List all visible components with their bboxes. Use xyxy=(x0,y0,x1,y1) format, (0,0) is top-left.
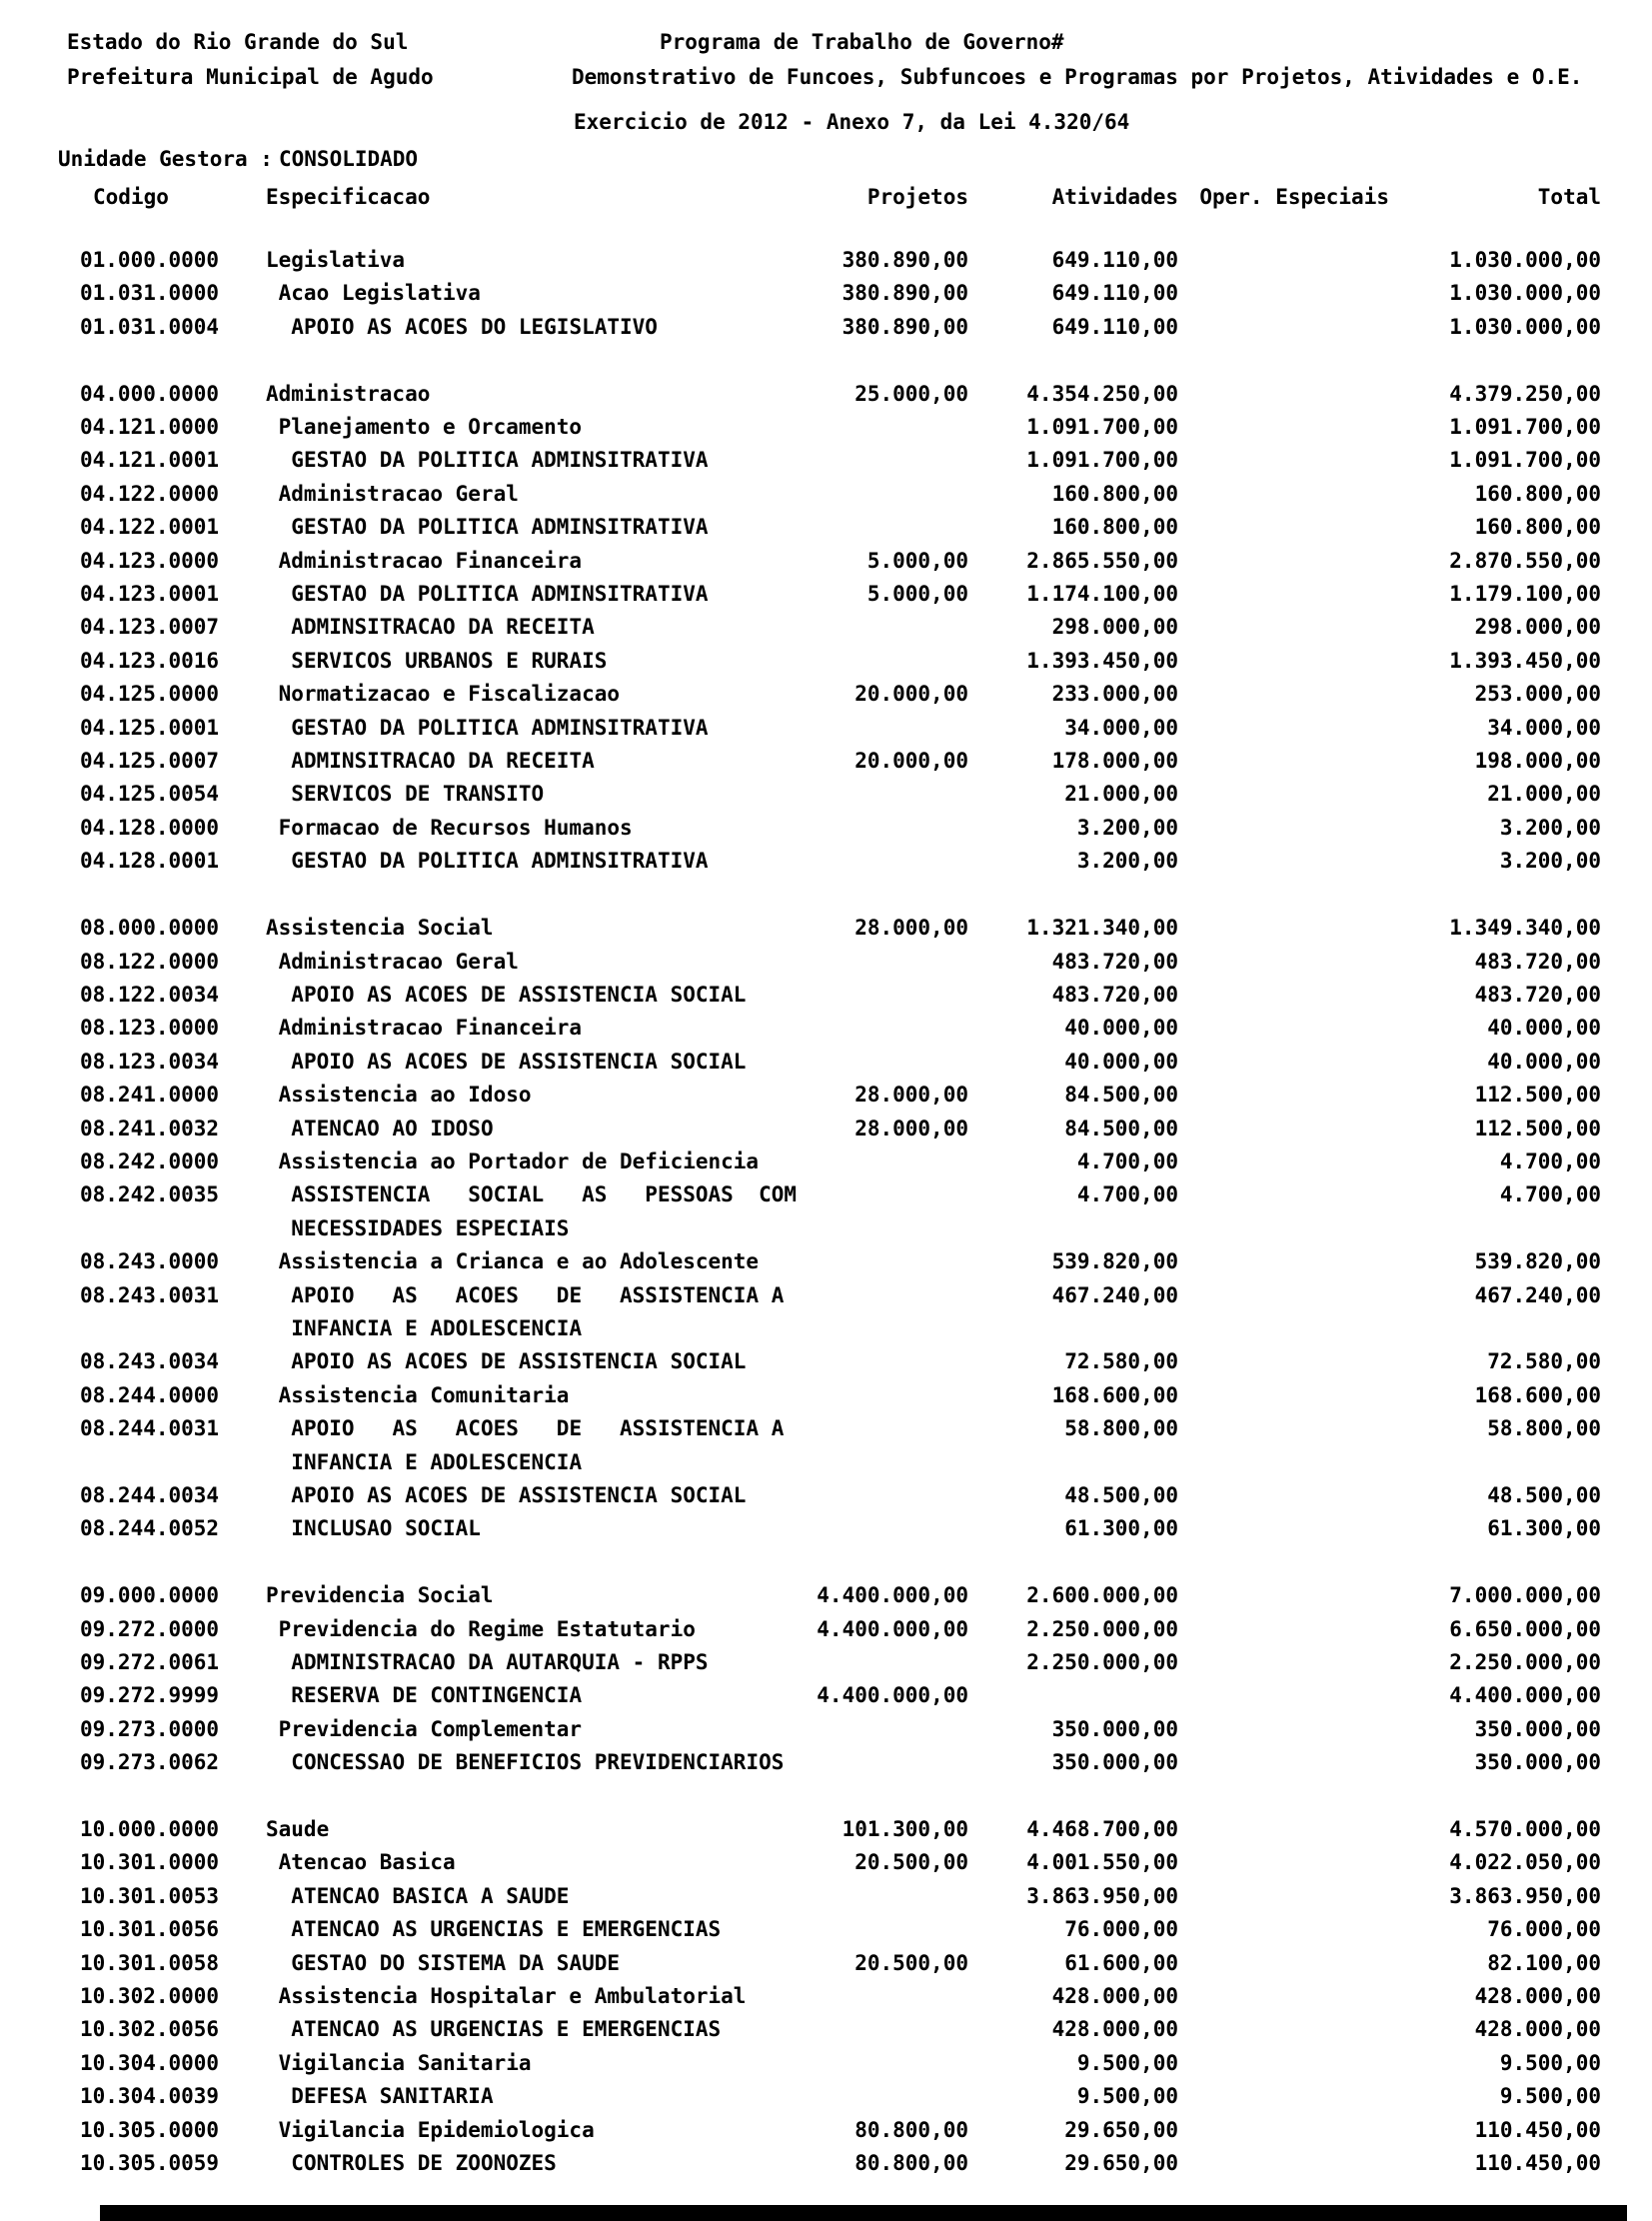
row-especificacao: Assistencia Social xyxy=(266,916,494,941)
row-total: 4.022.050,00 xyxy=(1449,1850,1601,1875)
row-code: 04.128.0001 xyxy=(80,849,220,874)
row-total: 34.000,00 xyxy=(1487,715,1601,740)
row-total: 4.379.250,00 xyxy=(1449,381,1601,406)
block-gap xyxy=(0,344,1652,377)
row-atividades: 483.720,00 xyxy=(1051,949,1178,974)
row-total: 110.450,00 xyxy=(1474,2117,1601,2142)
row-code: 08.244.0000 xyxy=(80,1382,220,1407)
row-especificacao: Legislativa xyxy=(266,248,406,272)
row-especificacao: APOIO AS ACOES DO LEGISLATIVO xyxy=(291,314,658,339)
row-especificacao: ATENCAO AS URGENCIAS E EMERGENCIAS xyxy=(291,2017,722,2042)
row-atividades: 2.250.000,00 xyxy=(1026,1650,1178,1675)
row-especificacao: Assistencia Comunitaria xyxy=(278,1382,570,1407)
table-row xyxy=(0,1813,1652,1846)
row-total: 2.250.000,00 xyxy=(1449,1650,1601,1675)
row-projetos: 28.000,00 xyxy=(854,916,968,941)
table-row xyxy=(0,712,1652,745)
managing-unit-value: CONSOLIDADO xyxy=(279,147,419,171)
table-row xyxy=(0,1279,1652,1346)
row-atividades: 350.000,00 xyxy=(1051,1750,1178,1775)
row-projetos: 20.500,00 xyxy=(854,1850,968,1875)
column-header-especificacao: Especificacao xyxy=(266,185,431,209)
row-code: 04.121.0001 xyxy=(80,448,220,473)
table-row xyxy=(0,578,1652,611)
table-row xyxy=(0,511,1652,544)
row-total: 1.393.450,00 xyxy=(1449,648,1601,673)
row-atividades: 467.240,00 xyxy=(1051,1282,1178,1307)
row-code: 08.123.0034 xyxy=(80,1049,220,1074)
row-projetos: 20.000,00 xyxy=(854,749,968,774)
row-total: 1.030.000,00 xyxy=(1449,314,1601,339)
row-especificacao: SERVICOS DE TRANSITO xyxy=(291,782,545,807)
row-especificacao: Administracao Geral xyxy=(278,949,519,974)
row-code: 10.302.0000 xyxy=(80,1984,220,2009)
row-total: 4.700,00 xyxy=(1499,1182,1601,1207)
row-total: 467.240,00 xyxy=(1474,1282,1601,1307)
column-header-codigo: Codigo xyxy=(93,185,169,209)
row-code: 01.000.0000 xyxy=(80,248,220,272)
row-atividades: 3.200,00 xyxy=(1076,815,1178,840)
row-atividades: 1.174.100,00 xyxy=(1026,582,1178,607)
row-code: 01.031.0000 xyxy=(80,281,220,306)
table-row xyxy=(0,1479,1652,1512)
row-total: 1.349.340,00 xyxy=(1449,916,1601,941)
row-code: 08.243.0000 xyxy=(80,1249,220,1274)
row-especificacao: Saude xyxy=(266,1817,330,1842)
table-row xyxy=(0,1178,1652,1245)
row-especificacao: ADMINSITRACAO DA RECEITA xyxy=(291,749,595,774)
row-total: 160.800,00 xyxy=(1474,515,1601,540)
table-row xyxy=(0,545,1652,578)
row-especificacao: Assistencia a Crianca e ao Adolescente xyxy=(278,1249,760,1274)
row-especificacao: Administracao Geral xyxy=(278,481,519,506)
table-row xyxy=(0,444,1652,477)
table-row xyxy=(0,1379,1652,1412)
row-especificacao: Vigilancia Epidemiologica xyxy=(278,2117,595,2142)
row-especificacao: Previdencia do Regime Estatutario xyxy=(278,1616,696,1641)
row-atividades: 649.110,00 xyxy=(1051,248,1178,272)
row-especificacao: Assistencia ao Portador de Deficiencia xyxy=(278,1148,760,1173)
row-especificacao: Assistencia Hospitalar e Ambulatorial xyxy=(278,1984,747,2009)
row-projetos: 28.000,00 xyxy=(854,1083,968,1108)
row-especificacao: APOIO AS ACOES DE ASSISTENCIA SOCIAL xyxy=(291,1049,747,1074)
row-especificacao: Assistencia ao Idoso xyxy=(278,1083,532,1108)
row-code: 04.125.0000 xyxy=(80,682,220,707)
row-code: 04.123.0001 xyxy=(80,582,220,607)
table-row xyxy=(0,946,1652,979)
row-atividades: 233.000,00 xyxy=(1051,682,1178,707)
row-total: 61.300,00 xyxy=(1487,1516,1601,1541)
row-total: 1.030.000,00 xyxy=(1449,248,1601,272)
table-body xyxy=(0,244,1652,2181)
row-especificacao: Acao Legislativa xyxy=(278,281,481,306)
table-row xyxy=(0,1713,1652,1746)
row-total: 40.000,00 xyxy=(1487,1016,1601,1041)
row-code: 10.304.0000 xyxy=(80,2050,220,2075)
column-header-total: Total xyxy=(1537,185,1601,209)
row-especificacao: APOIO AS ACOES DE ASSISTENCIA A INFANCIA E ADOLESCENCIA xyxy=(291,1282,785,1340)
row-especificacao: ATENCAO AS URGENCIAS E EMERGENCIAS xyxy=(291,1917,722,1942)
table-row xyxy=(0,745,1652,778)
row-atividades: 4.700,00 xyxy=(1076,1182,1178,1207)
row-projetos: 20.500,00 xyxy=(854,1950,968,1975)
row-code: 08.241.0000 xyxy=(80,1083,220,1108)
row-atividades: 350.000,00 xyxy=(1051,1716,1178,1741)
row-total: 9.500,00 xyxy=(1499,2084,1601,2109)
row-projetos: 380.890,00 xyxy=(841,281,968,306)
row-code: 09.273.0000 xyxy=(80,1716,220,1741)
row-atividades: 34.000,00 xyxy=(1064,715,1178,740)
row-total: 21.000,00 xyxy=(1487,782,1601,807)
row-total: 4.400.000,00 xyxy=(1449,1683,1601,1708)
row-total: 3.200,00 xyxy=(1499,815,1601,840)
block-gap xyxy=(0,1780,1652,1813)
row-especificacao: ATENCAO BASICA A SAUDE xyxy=(291,1883,570,1908)
row-total: 350.000,00 xyxy=(1474,1716,1601,1741)
row-code: 08.242.0000 xyxy=(80,1148,220,1173)
row-projetos: 4.400.000,00 xyxy=(817,1616,968,1641)
row-especificacao: Vigilancia Sanitaria xyxy=(278,2050,532,2075)
row-total: 48.500,00 xyxy=(1487,1483,1601,1507)
table-row xyxy=(0,1613,1652,1646)
row-code: 08.123.0000 xyxy=(80,1016,220,1041)
row-code: 08.244.0052 xyxy=(80,1516,220,1541)
row-especificacao: Planejamento e Orcamento xyxy=(278,415,583,440)
row-atividades: 61.600,00 xyxy=(1064,1950,1178,1975)
table-row xyxy=(0,1880,1652,1913)
table-row xyxy=(0,1980,1652,2013)
row-especificacao: Formacao de Recursos Humanos xyxy=(278,815,633,840)
row-total: 198.000,00 xyxy=(1474,749,1601,774)
row-atividades: 29.650,00 xyxy=(1064,2151,1178,2176)
row-code: 10.302.0056 xyxy=(80,2017,220,2042)
row-code: 01.031.0004 xyxy=(80,314,220,339)
table-row xyxy=(0,1679,1652,1712)
table-row xyxy=(0,611,1652,644)
row-atividades: 84.500,00 xyxy=(1064,1083,1178,1108)
table-row xyxy=(0,845,1652,878)
table-row xyxy=(0,1245,1652,1278)
row-total: 483.720,00 xyxy=(1474,982,1601,1007)
table-row xyxy=(0,244,1652,277)
row-total: 58.800,00 xyxy=(1487,1416,1601,1441)
row-projetos: 4.400.000,00 xyxy=(817,1683,968,1708)
row-total: 112.500,00 xyxy=(1474,1083,1601,1108)
row-total: 253.000,00 xyxy=(1474,682,1601,707)
row-code: 04.123.0016 xyxy=(80,648,220,673)
row-atividades: 61.300,00 xyxy=(1064,1516,1178,1541)
row-total: 76.000,00 xyxy=(1487,1917,1601,1942)
row-atividades: 76.000,00 xyxy=(1064,1917,1178,1942)
report-exercise-line: Exercicio de 2012 - Anexo 7, da Lei 4.320/64 xyxy=(574,110,1130,134)
row-especificacao: RESERVA DE CONTINGENCIA xyxy=(291,1683,583,1708)
table-row xyxy=(0,2147,1652,2180)
row-code: 04.125.0007 xyxy=(80,749,220,774)
table-row xyxy=(0,778,1652,811)
table-row xyxy=(0,1012,1652,1045)
table-row xyxy=(0,1512,1652,1545)
row-total: 539.820,00 xyxy=(1474,1249,1601,1274)
row-code: 08.000.0000 xyxy=(80,916,220,941)
row-code: 09.272.9999 xyxy=(80,1683,220,1708)
row-code: 08.122.0034 xyxy=(80,982,220,1007)
row-total: 4.570.000,00 xyxy=(1449,1817,1601,1842)
row-atividades: 48.500,00 xyxy=(1064,1483,1178,1507)
row-projetos: 380.890,00 xyxy=(841,314,968,339)
row-code: 09.272.0000 xyxy=(80,1616,220,1641)
row-atividades: 40.000,00 xyxy=(1064,1049,1178,1074)
row-total: 72.580,00 xyxy=(1487,1349,1601,1374)
row-atividades: 649.110,00 xyxy=(1051,281,1178,306)
row-code: 04.123.0000 xyxy=(80,548,220,573)
row-atividades: 4.468.700,00 xyxy=(1026,1817,1178,1842)
row-total: 110.450,00 xyxy=(1474,2151,1601,2176)
row-total: 3.200,00 xyxy=(1499,849,1601,874)
table-row xyxy=(0,1412,1652,1479)
row-total: 1.091.700,00 xyxy=(1449,415,1601,440)
row-atividades: 178.000,00 xyxy=(1051,749,1178,774)
table-row xyxy=(0,2047,1652,2080)
row-atividades: 21.000,00 xyxy=(1064,782,1178,807)
row-code: 04.000.0000 xyxy=(80,381,220,406)
row-code: 09.272.0061 xyxy=(80,1650,220,1675)
row-atividades: 2.250.000,00 xyxy=(1026,1616,1178,1641)
row-total: 82.100,00 xyxy=(1487,1950,1601,1975)
row-code: 10.304.0039 xyxy=(80,2084,220,2109)
org-name-city: Prefeitura Municipal de Agudo xyxy=(67,65,434,89)
row-especificacao: SERVICOS URBANOS E RURAIS xyxy=(291,648,608,673)
table-row xyxy=(0,1846,1652,1879)
table-row xyxy=(0,277,1652,310)
row-code: 10.301.0000 xyxy=(80,1850,220,1875)
row-total: 1.179.100,00 xyxy=(1449,582,1601,607)
row-especificacao: APOIO AS ACOES DE ASSISTENCIA SOCIAL xyxy=(291,982,747,1007)
row-especificacao: ATENCAO AO IDOSO xyxy=(291,1115,494,1140)
row-atividades: 160.800,00 xyxy=(1051,481,1178,506)
table-row xyxy=(0,979,1652,1012)
row-total: 7.000.000,00 xyxy=(1449,1583,1601,1608)
row-atividades: 72.580,00 xyxy=(1064,1349,1178,1374)
row-especificacao: Administracao Financeira xyxy=(278,1016,583,1041)
row-code: 08.243.0034 xyxy=(80,1349,220,1374)
row-code: 10.305.0059 xyxy=(80,2151,220,2176)
row-especificacao: Previdencia Complementar xyxy=(278,1716,583,1741)
report-subtitle: Demonstrativo de Funcoes, Subfuncoes e Programas por Projetos, Atividades e O.E. xyxy=(572,65,1583,89)
row-total: 40.000,00 xyxy=(1487,1049,1601,1074)
row-projetos: 25.000,00 xyxy=(854,381,968,406)
row-atividades: 40.000,00 xyxy=(1064,1016,1178,1041)
table-row xyxy=(0,645,1652,678)
row-especificacao: GESTAO DA POLITICA ADMINSITRATIVA xyxy=(291,515,709,540)
row-atividades: 2.865.550,00 xyxy=(1026,548,1178,573)
row-total: 3.863.950,00 xyxy=(1449,1883,1601,1908)
row-code: 10.301.0056 xyxy=(80,1917,220,1942)
table-row xyxy=(0,1579,1652,1612)
table-row xyxy=(0,812,1652,845)
row-atividades: 4.700,00 xyxy=(1076,1148,1178,1173)
org-name-state: Estado do Rio Grande do Sul xyxy=(67,30,409,54)
row-code: 10.301.0058 xyxy=(80,1950,220,1975)
row-atividades: 1.321.340,00 xyxy=(1026,916,1178,941)
row-projetos: 101.300,00 xyxy=(841,1817,968,1842)
row-especificacao: Administracao Financeira xyxy=(278,548,583,573)
table-row xyxy=(0,411,1652,444)
row-atividades: 428.000,00 xyxy=(1051,1984,1178,2009)
table-row xyxy=(0,2114,1652,2147)
row-atividades: 9.500,00 xyxy=(1076,2050,1178,2075)
table-row xyxy=(0,378,1652,411)
row-especificacao: APOIO AS ACOES DE ASSISTENCIA SOCIAL xyxy=(291,1349,747,1374)
table-row xyxy=(0,1345,1652,1378)
table-row xyxy=(0,2013,1652,2046)
row-code: 04.125.0054 xyxy=(80,782,220,807)
row-especificacao: GESTAO DO SISTEMA DA SAUDE xyxy=(291,1950,621,1975)
row-total: 1.091.700,00 xyxy=(1449,448,1601,473)
row-atividades: 2.600.000,00 xyxy=(1026,1583,1178,1608)
row-code: 04.123.0007 xyxy=(80,615,220,640)
row-code: 09.273.0062 xyxy=(80,1750,220,1775)
row-atividades: 160.800,00 xyxy=(1051,515,1178,540)
block-gap xyxy=(0,879,1652,912)
row-atividades: 1.393.450,00 xyxy=(1026,648,1178,673)
row-atividades: 428.000,00 xyxy=(1051,2017,1178,2042)
row-code: 04.121.0000 xyxy=(80,415,220,440)
table-row xyxy=(0,678,1652,711)
row-projetos: 4.400.000,00 xyxy=(817,1583,968,1608)
row-total: 112.500,00 xyxy=(1474,1115,1601,1140)
row-code: 08.244.0031 xyxy=(80,1416,220,1441)
row-especificacao: ASSISTENCIA SOCIAL AS PESSOAS COM NECESSIDADES ESPECIAIS xyxy=(291,1182,798,1240)
row-projetos: 5.000,00 xyxy=(866,548,968,573)
row-code: 04.122.0001 xyxy=(80,515,220,540)
row-especificacao: Atencao Basica xyxy=(278,1850,456,1875)
row-especificacao: Previdencia Social xyxy=(266,1583,494,1608)
table-row xyxy=(0,311,1652,344)
table-row xyxy=(0,1646,1652,1679)
report-title: Programa de Trabalho de Governo# xyxy=(660,30,1064,54)
row-code: 09.000.0000 xyxy=(80,1583,220,1608)
row-atividades: 1.091.700,00 xyxy=(1026,448,1178,473)
row-especificacao: ADMINISTRACAO DA AUTARQUIA - RPPS xyxy=(291,1650,709,1675)
row-especificacao: APOIO AS ACOES DE ASSISTENCIA SOCIAL xyxy=(291,1483,747,1507)
row-code: 10.305.0000 xyxy=(80,2117,220,2142)
row-code: 08.243.0031 xyxy=(80,1282,220,1307)
row-total: 4.700,00 xyxy=(1499,1148,1601,1173)
row-code: 08.241.0032 xyxy=(80,1115,220,1140)
row-especificacao: DEFESA SANITARIA xyxy=(291,2084,494,2109)
row-total: 428.000,00 xyxy=(1474,2017,1601,2042)
row-atividades: 9.500,00 xyxy=(1076,2084,1178,2109)
row-code: 10.000.0000 xyxy=(80,1817,220,1842)
block-gap xyxy=(0,1546,1652,1579)
row-total: 1.030.000,00 xyxy=(1449,281,1601,306)
table-row xyxy=(0,2080,1652,2113)
table-row xyxy=(0,478,1652,511)
row-projetos: 28.000,00 xyxy=(854,1115,968,1140)
row-code: 08.122.0000 xyxy=(80,949,220,974)
row-total: 6.650.000,00 xyxy=(1449,1616,1601,1641)
row-atividades: 84.500,00 xyxy=(1064,1115,1178,1140)
row-total: 428.000,00 xyxy=(1474,1984,1601,2009)
table-header-row xyxy=(0,181,1601,214)
row-projetos: 80.800,00 xyxy=(854,2151,968,2176)
row-total: 2.870.550,00 xyxy=(1449,548,1601,573)
row-especificacao: GESTAO DA POLITICA ADMINSITRATIVA xyxy=(291,582,709,607)
row-projetos: 380.890,00 xyxy=(841,248,968,272)
row-atividades: 1.091.700,00 xyxy=(1026,415,1178,440)
row-projetos: 20.000,00 xyxy=(854,682,968,707)
column-header-atividades: Atividades xyxy=(1051,185,1178,209)
table-row xyxy=(0,1046,1652,1079)
row-total: 350.000,00 xyxy=(1474,1750,1601,1775)
row-atividades: 483.720,00 xyxy=(1051,982,1178,1007)
row-especificacao: INCLUSAO SOCIAL xyxy=(291,1516,481,1541)
page-bottom-bar xyxy=(100,2205,1627,2221)
table-row xyxy=(0,1112,1652,1145)
row-especificacao: ADMINSITRACAO DA RECEITA xyxy=(291,615,595,640)
table-row xyxy=(0,1079,1652,1111)
row-total: 9.500,00 xyxy=(1499,2050,1601,2075)
managing-unit-label: Unidade Gestora : xyxy=(58,147,273,171)
row-especificacao: CONTROLES DE ZOONOZES xyxy=(291,2151,557,2176)
row-atividades: 4.001.550,00 xyxy=(1026,1850,1178,1875)
row-code: 08.242.0035 xyxy=(80,1182,220,1207)
row-atividades: 298.000,00 xyxy=(1051,615,1178,640)
row-code: 04.128.0000 xyxy=(80,815,220,840)
row-especificacao: Normatizacao e Fiscalizacao xyxy=(278,682,621,707)
row-atividades: 539.820,00 xyxy=(1051,1249,1178,1274)
row-code: 10.301.0053 xyxy=(80,1883,220,1908)
row-especificacao: CONCESSAO DE BENEFICIOS PREVIDENCIARIOS xyxy=(291,1750,785,1775)
row-especificacao: GESTAO DA POLITICA ADMINSITRATIVA xyxy=(291,448,709,473)
row-total: 160.800,00 xyxy=(1474,481,1601,506)
row-especificacao: GESTAO DA POLITICA ADMINSITRATIVA xyxy=(291,715,709,740)
table-row xyxy=(0,1913,1652,1946)
row-total: 298.000,00 xyxy=(1474,615,1601,640)
row-atividades: 58.800,00 xyxy=(1064,1416,1178,1441)
row-especificacao: GESTAO DA POLITICA ADMINSITRATIVA xyxy=(291,849,709,874)
row-code: 04.122.0000 xyxy=(80,481,220,506)
row-projetos: 80.800,00 xyxy=(854,2117,968,2142)
row-total: 483.720,00 xyxy=(1474,949,1601,974)
row-atividades: 168.600,00 xyxy=(1051,1382,1178,1407)
row-code: 04.125.0001 xyxy=(80,715,220,740)
row-atividades: 4.354.250,00 xyxy=(1026,381,1178,406)
row-code: 08.244.0034 xyxy=(80,1483,220,1507)
table-row xyxy=(0,1746,1652,1779)
row-atividades: 29.650,00 xyxy=(1064,2117,1178,2142)
table-row xyxy=(0,912,1652,945)
row-projetos: 5.000,00 xyxy=(866,582,968,607)
row-especificacao: Administracao xyxy=(266,381,431,406)
row-atividades: 3.200,00 xyxy=(1076,849,1178,874)
table-row xyxy=(0,1145,1652,1178)
row-total: 168.600,00 xyxy=(1474,1382,1601,1407)
row-atividades: 3.863.950,00 xyxy=(1026,1883,1178,1908)
column-header-oper-especiais: Oper. Especiais xyxy=(1199,185,1389,209)
row-atividades: 649.110,00 xyxy=(1051,314,1178,339)
row-especificacao: APOIO AS ACOES DE ASSISTENCIA A INFANCIA E ADOLESCENCIA xyxy=(291,1416,785,1474)
table-row xyxy=(0,1947,1652,1980)
column-header-projetos: Projetos xyxy=(866,185,968,209)
